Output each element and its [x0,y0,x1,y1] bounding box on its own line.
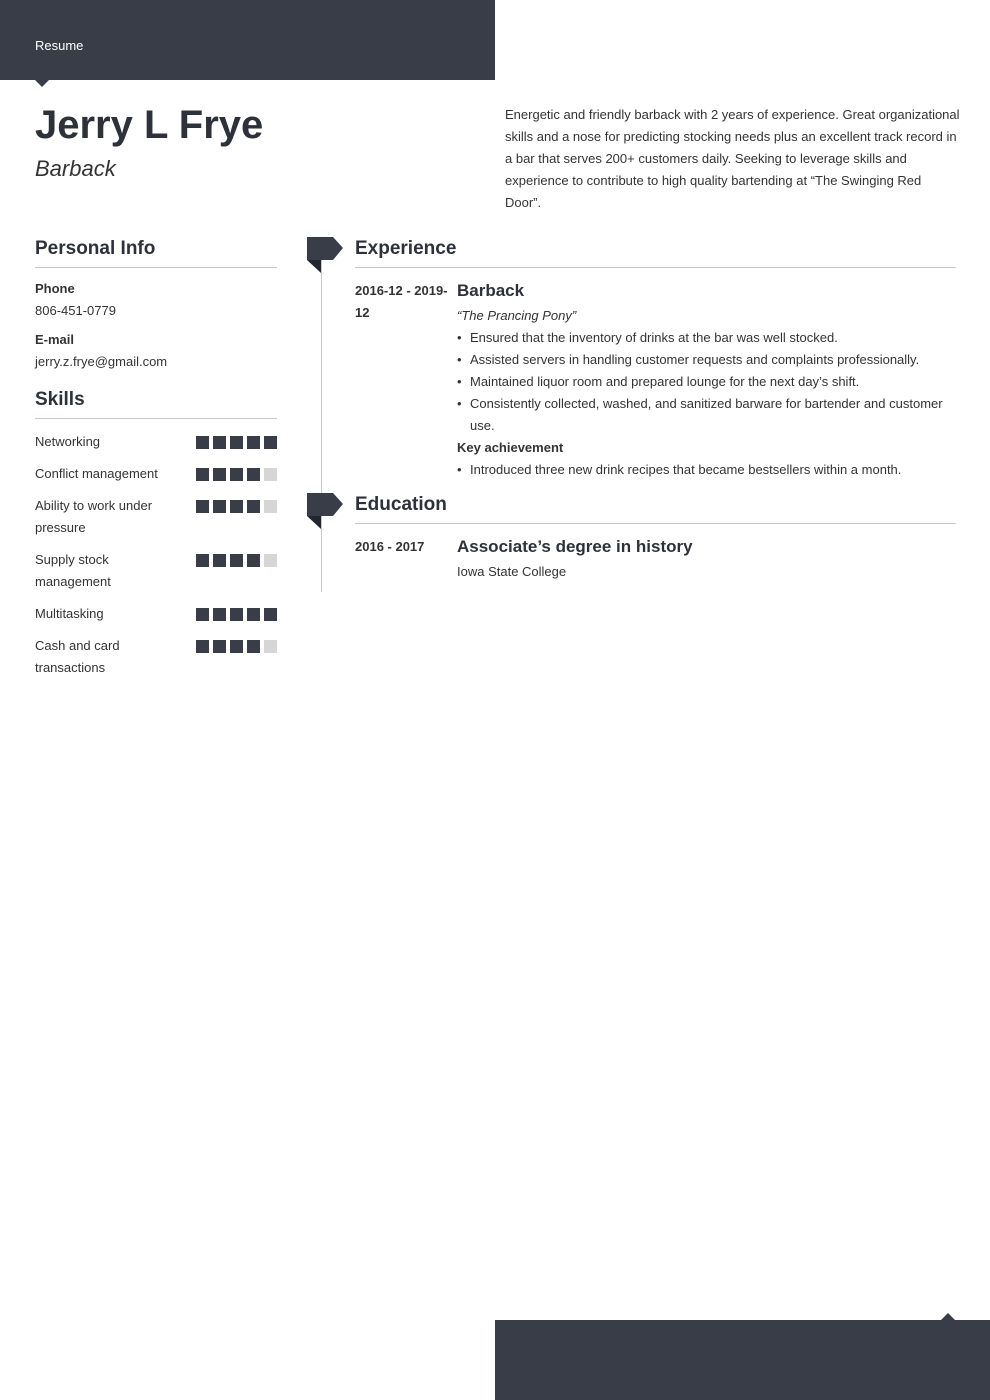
skills-list [35,431,277,679]
company-name: “The Prancing Pony” [457,308,577,323]
skill-dot-filled [247,436,260,449]
list-item: • Maintained liquor room and prepared lounge for the next day’s shift. [457,371,956,393]
duties-list [457,327,956,437]
skill-row [35,635,277,679]
skill-dot-filled [247,640,260,653]
skill-level-indicator [196,495,277,513]
skill-name: Supply stock management [35,552,111,589]
footer-band [495,1320,990,1400]
skill-dot-filled [213,554,226,567]
skill-name: Conflict management [35,466,158,481]
phone-value: 806-451-0779 [35,303,116,318]
skill-dot-filled [247,468,260,481]
skill-dot-filled [230,608,243,621]
footer-notch [941,1313,955,1320]
phone-label: Phone [35,281,75,296]
list-item: • Introduced three new drink recipes that became bestsellers within a month. [457,459,956,481]
experience-flag-icon [307,237,343,273]
skill-dot-filled [196,608,209,621]
skill-dot-filled [264,436,277,449]
skill-dot-filled [230,640,243,653]
skill-dot-filled [196,468,209,481]
email-value: jerry.z.frye@gmail.com [35,354,168,369]
timeline-line [321,259,322,592]
skill-dot-filled [247,608,260,621]
skill-dot-filled [196,500,209,513]
skill-level-indicator [196,431,277,449]
achievements-list [457,459,956,481]
resume-tab-label: Resume [35,38,84,53]
education-title: Education [355,493,956,524]
skill-dot-filled [264,608,277,621]
candidate-name: Jerry L Frye [35,103,264,147]
experience-title: Experience [355,237,956,268]
education-date: 2016 - 2017 [355,539,425,554]
skill-row [35,431,277,453]
skill-name: Ability to work under pressure [35,498,153,535]
email-label: E-mail [35,332,75,347]
skill-dot-filled [196,554,209,567]
skill-dot-empty [264,468,277,481]
skill-dot-filled [213,436,226,449]
skills-title: Skills [35,388,277,419]
skill-dot-empty [264,500,277,513]
skill-level-indicator [196,549,277,567]
skill-name: Cash and card transactions [35,638,120,675]
education-flag-icon [307,493,343,529]
skill-dot-filled [230,468,243,481]
skill-level-indicator [196,603,277,621]
profile-summary: Energetic and friendly barback with 2 years of experience. Great organizational skills and a nose for predicting stocking needs plus an excellent track record in a bar that serves 200+ customers daily. Seeking to leverage skills and experience to contribute to high quality bartending at “The Swinging Red Door”. [505,107,960,210]
experience-section [355,237,956,481]
skill-row [35,495,277,539]
experience-entry [355,280,956,481]
skill-dot-filled [230,500,243,513]
skill-dot-filled [213,608,226,621]
skill-dot-filled [213,500,226,513]
list-item: • Consistently collected, washed, and sanitized barware for bartender and customer use. [457,393,956,437]
skill-row [35,549,277,593]
skill-dot-filled [230,436,243,449]
skill-level-indicator [196,635,277,653]
school-name: Iowa State College [457,564,567,579]
personal-info-title: Personal Info [35,237,277,268]
degree-title: Associate’s degree in history [457,537,693,556]
skill-dot-filled [230,554,243,567]
left-column [35,237,277,679]
skill-level-indicator [196,463,277,481]
list-item: • Assisted servers in handling customer requests and complaints professionally. [457,349,956,371]
skill-name: Networking [35,434,101,449]
list-item: • Ensured that the inventory of drinks at the bar was well stocked. [457,327,956,349]
skill-dot-filled [247,500,260,513]
experience-date: 2016-12 - 2019-12 [355,283,448,320]
skill-dot-filled [213,640,226,653]
key-achievement-label: Key achievement [457,440,564,455]
education-section [355,493,956,583]
skill-name: Multitasking [35,606,104,621]
education-entry [355,536,956,583]
skill-dot-filled [196,436,209,449]
skill-row [35,603,277,625]
skill-dot-filled [213,468,226,481]
skill-dot-filled [196,640,209,653]
skill-dot-empty [264,640,277,653]
skill-dot-empty [264,554,277,567]
header-notch [35,80,49,87]
job-title: Barback [457,281,525,300]
header-band [0,0,495,80]
skill-dot-filled [247,554,260,567]
skill-row [35,463,277,485]
candidate-role: Barback [35,156,116,181]
